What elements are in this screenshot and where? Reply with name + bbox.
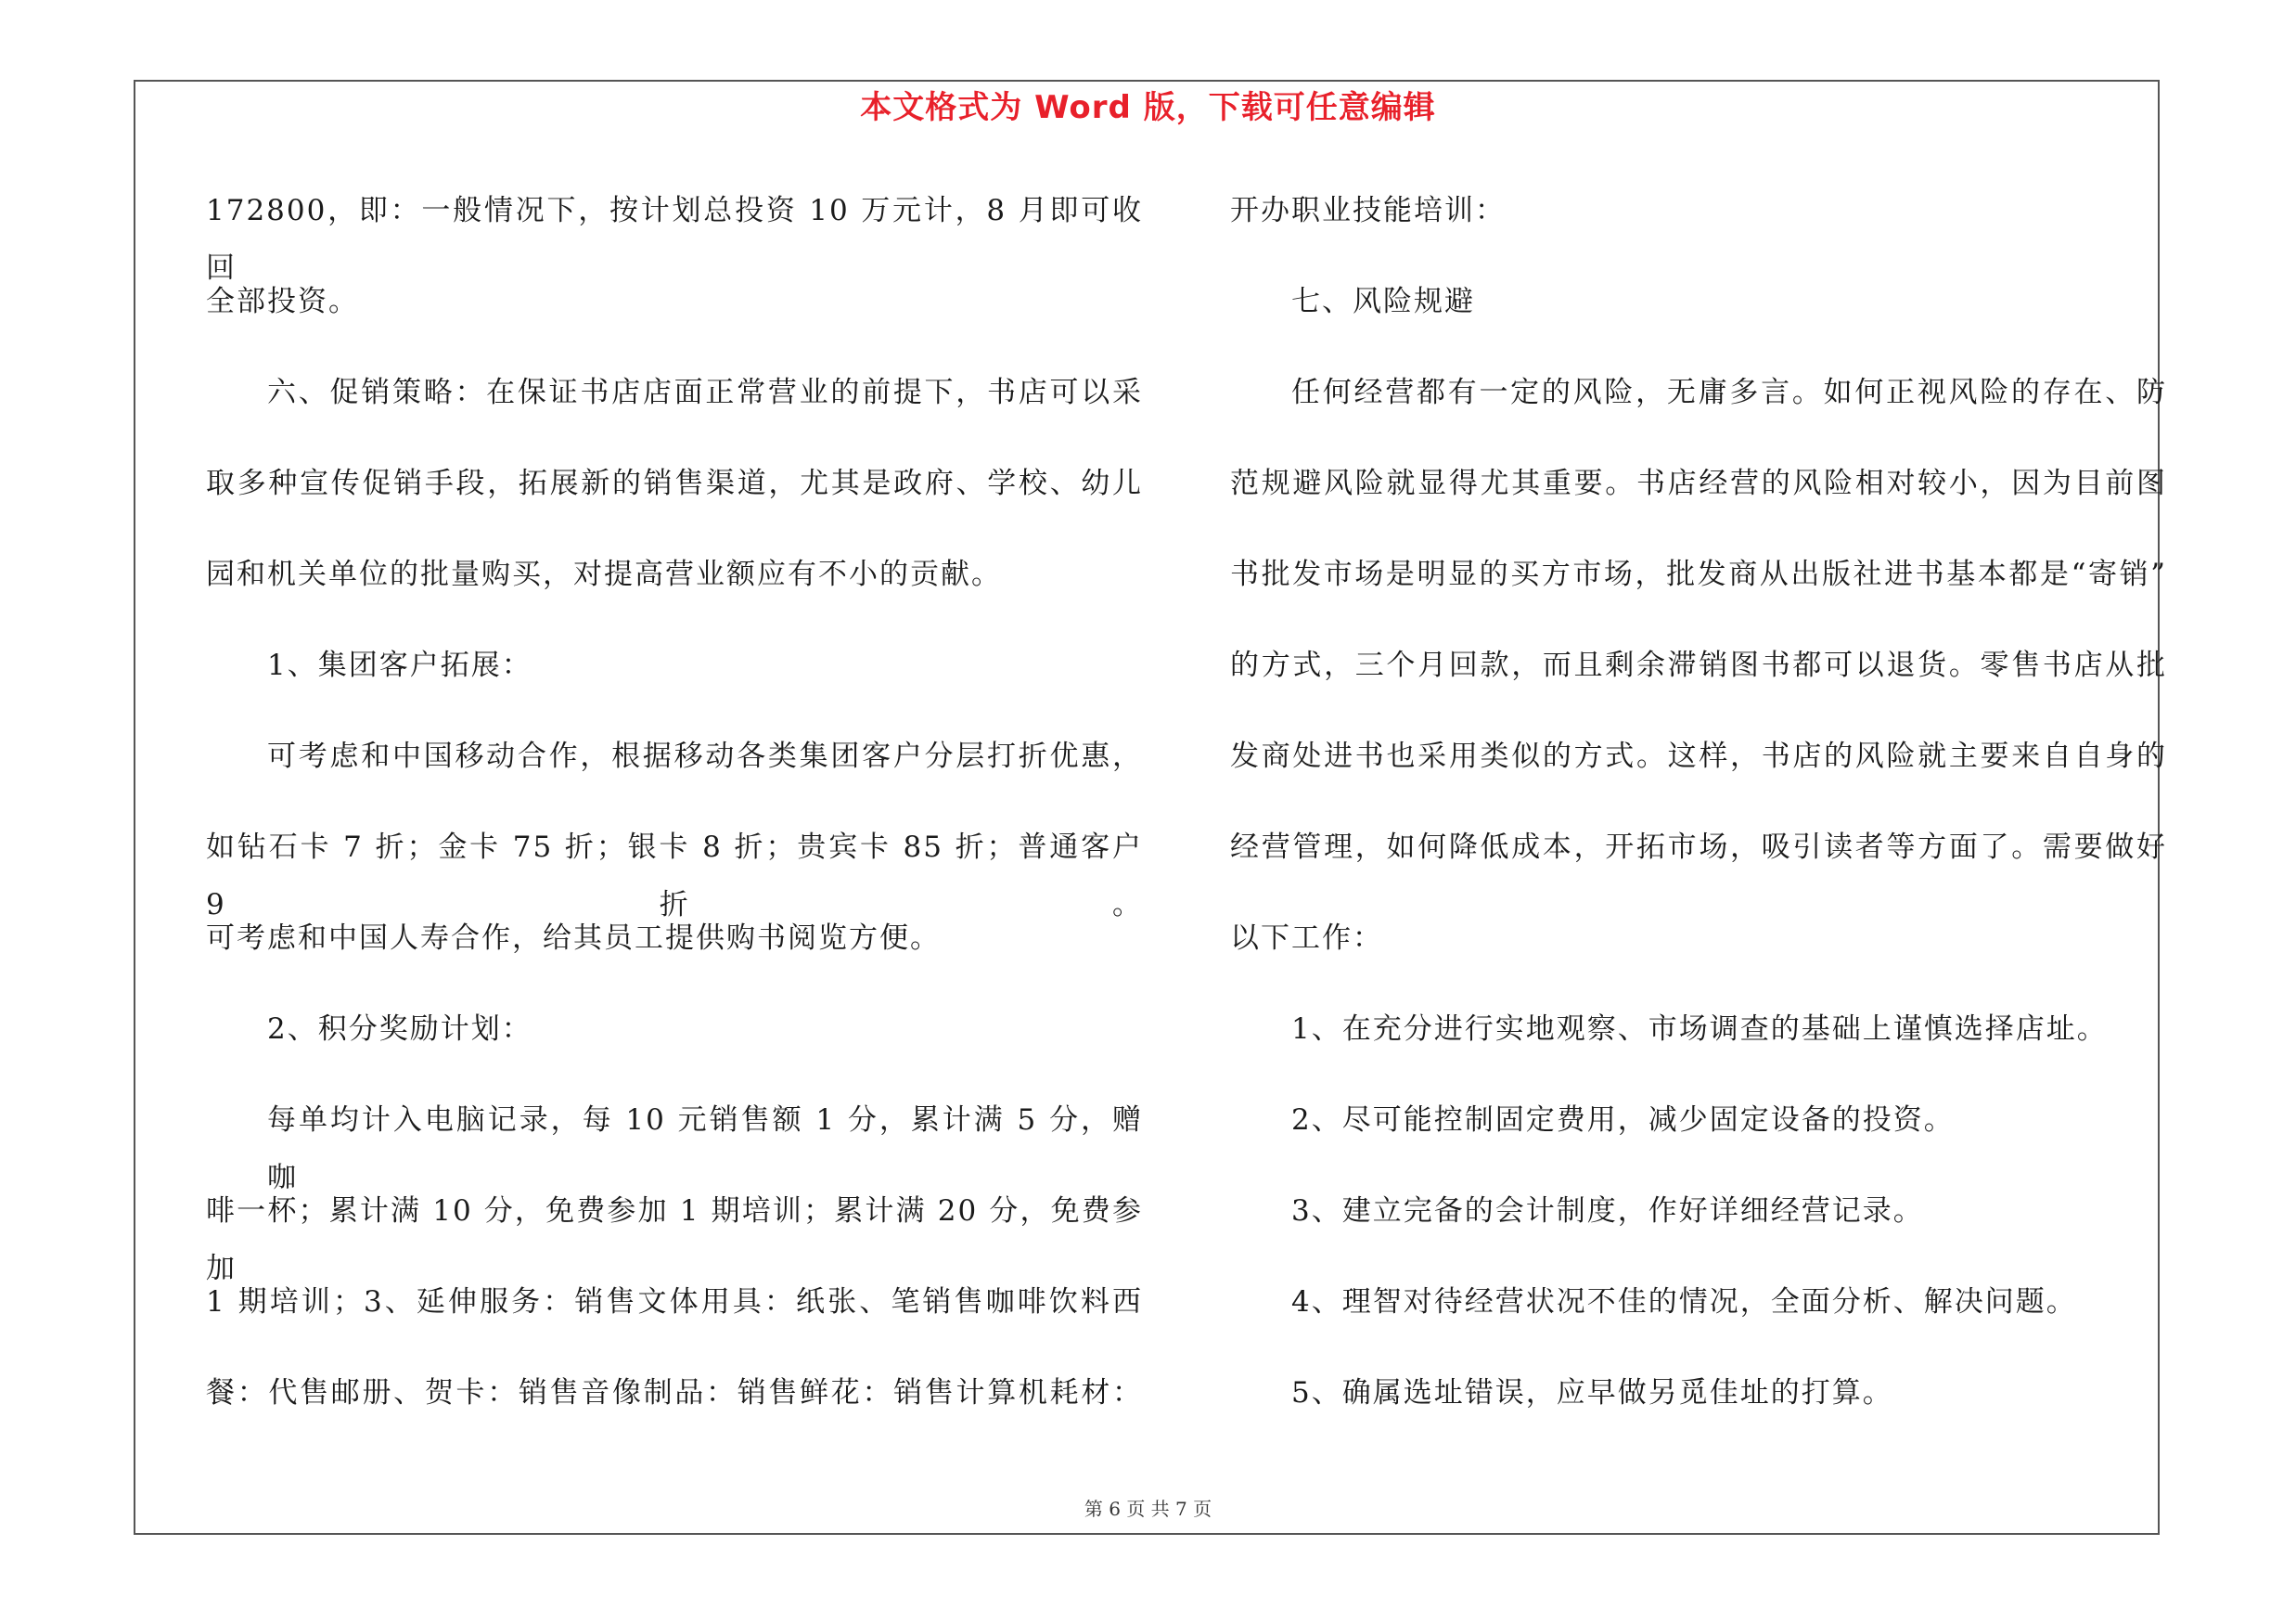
text-line — [206, 455, 1143, 546]
text-line-content: 范规避风险就显得尤其重要。书店经营的风险相对较小，因为目前图 — [1230, 467, 2167, 500]
text-line-content: 七、风险规避 — [1291, 285, 1475, 318]
text-line — [206, 728, 1143, 818]
text-line — [1230, 1182, 2167, 1273]
text-line-content: 开办职业技能培训： — [1230, 194, 1506, 227]
text-line-content: 发商处进书也采用类似的方式。这样，书店的风险就主要来自自身的 — [1230, 740, 2167, 773]
text-line — [206, 637, 1143, 728]
text-line-content: 可考虑和中国移动合作，根据移动各类集团客户分层打折优惠， — [267, 740, 1143, 773]
text-line — [206, 546, 1143, 637]
text-line-content: 经营管理，如何降低成本，开拓市场，吸引读者等方面了。需要做好 — [1230, 831, 2167, 864]
text-line-content: 3、建立完备的会计制度，作好详细经营记录。 — [1291, 1194, 1924, 1228]
text-line — [1230, 728, 2167, 818]
text-line — [1230, 455, 2167, 546]
right-column — [1230, 182, 2167, 1455]
text-line — [206, 1273, 1143, 1364]
text-line-content: 172800，即：一般情况下，按计划总投资 10 万元计，8 月即可收回 — [206, 194, 1143, 285]
text-line — [1230, 182, 2167, 273]
text-line-content: 啡一杯；累计满 10 分，免费参加 1 期培训；累计满 20 分，免费参加 — [206, 1194, 1143, 1285]
text-line — [1230, 637, 2167, 728]
text-line — [206, 1091, 1143, 1194]
text-line-content: 全部投资。 — [206, 285, 359, 318]
format-notice-banner: 本文格式为 Word 版，下载可任意编辑 — [860, 89, 1436, 126]
text-line-content: 1、集团客户拓展： — [267, 649, 532, 682]
text-line — [206, 1364, 1143, 1455]
text-line — [206, 364, 1143, 455]
text-line-content: 书批发市场是明显的买方市场，批发商从出版社进书基本都是“寄销” — [1230, 558, 2167, 591]
text-line — [1230, 909, 2167, 1000]
text-line — [206, 182, 1143, 285]
left-column — [206, 182, 1143, 1455]
page-number-footer: 第 6 页 共 7 页 — [1084, 1498, 1212, 1520]
text-line-content: 餐：代售邮册、贺卡：销售音像制品：销售鲜花：销售计算机耗材： — [206, 1376, 1143, 1410]
text-line-content: 4、理智对待经营状况不佳的情况，全面分析、解决问题。 — [1291, 1285, 2077, 1319]
text-line-content: 5、确属选址错误，应早做另觅佳址的打算。 — [1291, 1376, 1893, 1410]
text-line-content: 2、尽可能控制固定费用，减少固定设备的投资。 — [1291, 1103, 1955, 1137]
text-line — [206, 1182, 1143, 1285]
text-line-content: 1 期培训；3、延伸服务：销售文体用具：纸张、笔销售咖啡饮料西 — [206, 1285, 1143, 1319]
text-line-content: 以下工作： — [1230, 921, 1383, 955]
text-line-content: 任何经营都有一定的风险，无庸多言。如何正视风险的存在、防 — [1291, 376, 2167, 409]
text-line-content: 的方式，三个月回款，而且剩余滞销图书都可以退货。零售书店从批 — [1230, 649, 2167, 682]
text-line — [1230, 1000, 2167, 1091]
text-line-content: 取多种宣传促销手段，拓展新的销售渠道，尤其是政府、学校、幼儿 — [206, 467, 1143, 500]
text-line — [1230, 1091, 2167, 1182]
text-line — [1230, 364, 2167, 455]
text-line — [1230, 1273, 2167, 1364]
text-line — [1230, 273, 2167, 364]
text-line-content: 园和机关单位的批量购买，对提高营业额应有不小的贡献。 — [206, 558, 1002, 591]
text-line-content: 每单均计入电脑记录，每 10 元销售额 1 分，累计满 5 分，赠咖 — [267, 1103, 1143, 1194]
text-line-content: 六、促销策略：在保证书店店面正常营业的前提下，书店可以采 — [267, 376, 1143, 409]
text-line — [206, 273, 1143, 364]
text-line — [206, 818, 1143, 921]
text-line — [206, 1000, 1143, 1091]
text-line — [1230, 546, 2167, 637]
text-line-content: 如钻石卡 7 折；金卡 75 折；银卡 8 折；贵宾卡 85 折；普通客户 9 折。 — [206, 831, 1143, 921]
text-line — [1230, 1364, 2167, 1455]
text-line-content: 可考虑和中国人寿合作，给其员工提供购书阅览方便。 — [206, 921, 941, 955]
text-line — [1230, 818, 2167, 909]
text-line-content: 2、积分奖励计划： — [267, 1012, 532, 1046]
text-line-content: 1、在充分进行实地观察、市场调查的基础上谨慎选择店址。 — [1291, 1012, 2108, 1046]
